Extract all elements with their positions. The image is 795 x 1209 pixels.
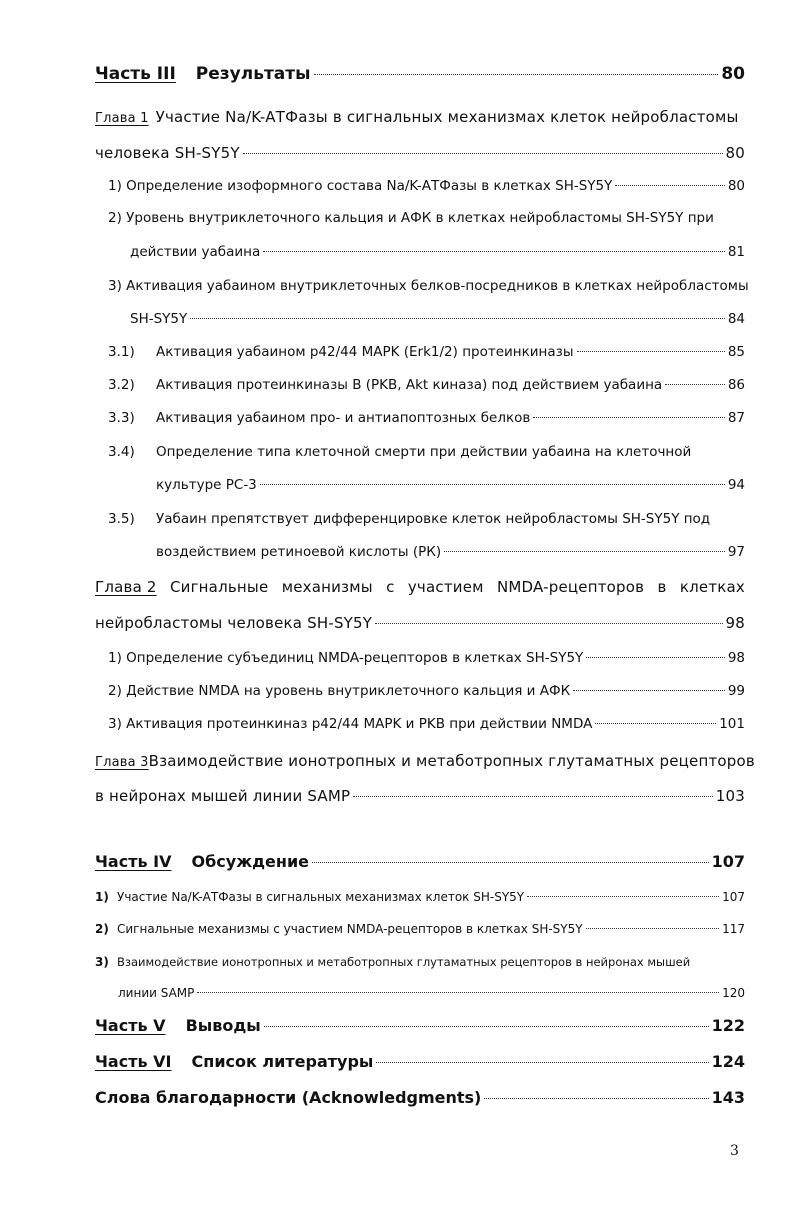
part-6-title: Список литературы (191, 1052, 374, 1071)
subitem-3-5-text2: воздействием ретиноевой кислоты (РК) (156, 544, 442, 560)
toc-ch2-item-1[interactable] (108, 650, 745, 666)
toc-part4-item-2[interactable] (95, 922, 745, 936)
chapter-1-title-line1: Участие Na/K-АТФазы в сигнальных механизмах клеток нейробластомы (155, 108, 739, 126)
toc-ch2-item-3[interactable] (108, 716, 745, 732)
toc-part-3[interactable] (95, 64, 745, 84)
toc-subitem-3-4-line1[interactable] (108, 444, 745, 460)
subitem-3-4-num: 3.4) (108, 444, 135, 460)
toc-subitem-3-4-line2[interactable] (156, 477, 745, 493)
ch1-item-1-text: 1) Определение изоформного состава Na/K-АТФазы в клетках SH-SY5Y (108, 178, 613, 194)
toc-ch1-item-3-line2[interactable] (130, 311, 745, 327)
ch1-item-2-page: 81 (727, 244, 745, 260)
chapter-2-word: в (657, 578, 667, 596)
toc-part-5[interactable] (95, 1016, 745, 1035)
leader-dots (263, 251, 725, 252)
subitem-3-5-text: Уабаин препятствует дифференцировке клеток нейробластомы SH-SY5Y под (156, 511, 711, 527)
leader-dots (264, 1026, 709, 1027)
chapter-2-title-line2: нейробластомы человека SH-SY5Y (95, 614, 373, 632)
part-6-label: Часть VI (95, 1052, 172, 1071)
chapter-1-label: Глава 1 (95, 111, 149, 126)
part-3-label: Часть III (95, 64, 176, 84)
ch1-item-3-text: 3) Активация уабаином внутриклеточных белков-посредников в клетках нейробластомы (108, 278, 749, 294)
subitem-3-1-page: 85 (727, 344, 745, 360)
leader-dots (586, 657, 725, 658)
part-6-page: 124 (711, 1052, 745, 1071)
ch1-item-3-page: 84 (727, 311, 745, 327)
part4-item-2-page: 117 (722, 922, 745, 936)
toc-part-6[interactable] (95, 1052, 745, 1071)
chapter-3-title-line1: Взаимодействие ионотропных и метаботропных глутаматных рецепторов (148, 752, 755, 770)
leader-dots (197, 992, 719, 993)
leader-dots (615, 185, 724, 186)
chapter-2-word: клетках (679, 578, 745, 596)
chapter-3-title-line2: в нейронах мышей линии SAMP (95, 787, 351, 805)
chapter-3-label: Глава 3 (95, 755, 149, 770)
toc-ch1-item-3-line1[interactable] (108, 278, 749, 294)
toc-subitem-3-5-line2[interactable] (156, 544, 745, 560)
part4-item-3-text2: линии SAMP (118, 986, 195, 1000)
part4-item-3-page: 120 (722, 986, 745, 1000)
subitem-3-4-text: Определение типа клеточной смерти при действии уабаина на клеточной (156, 444, 692, 460)
part4-item-3-num: 3) (95, 955, 109, 969)
toc-chapter-2-line1[interactable] (95, 578, 745, 596)
chapter-2-page: 98 (725, 614, 745, 632)
leader-dots (577, 351, 725, 352)
toc-ch1-item-1[interactable] (108, 178, 745, 194)
part4-item-2-num: 2) (95, 922, 109, 936)
leader-dots (260, 484, 725, 485)
ch1-item-3-text2: SH-SY5Y (130, 311, 188, 327)
toc-part4-item-3-line1[interactable] (95, 955, 745, 969)
subitem-3-5-page: 97 (727, 544, 745, 560)
toc-chapter-1-line2[interactable] (95, 144, 745, 162)
part4-item-1-text: Участие Na/K-АТФазы в сигнальных механизмах клеток SH-SY5Y (117, 890, 525, 904)
chapter-1-title-line2: человека SH-SY5Y (95, 144, 240, 162)
leader-dots (314, 74, 719, 75)
toc-chapter-3-line1[interactable] (95, 752, 755, 770)
part-4-title: Обсуждение (191, 852, 310, 871)
leader-dots (243, 153, 723, 154)
leader-dots (573, 690, 725, 691)
ch1-item-1-page: 80 (727, 178, 745, 194)
part-5-title: Выводы (185, 1016, 261, 1035)
part-4-page: 107 (711, 852, 745, 871)
leader-dots (665, 384, 725, 385)
subitem-3-2-num: 3.2) (108, 377, 135, 393)
ch2-item-3-text: 3) Активация протеинкиназ p42/44 MAPK и PKB при действии NMDA (108, 716, 593, 732)
subitem-3-1-num: 3.1) (108, 344, 135, 360)
chapter-2-word: Сигнальные (169, 578, 269, 596)
part4-item-3-text: Взаимодействие ионотропных и метаботропных глутаматных рецепторов в нейронах мышей (117, 955, 691, 969)
subitem-3-3-page: 87 (727, 410, 745, 426)
leader-dots (533, 417, 724, 418)
toc-chapter-2-line2[interactable] (95, 614, 745, 632)
part4-item-1-num: 1) (95, 890, 109, 904)
chapter-2-word: участием (407, 578, 484, 596)
chapter-2-label: Глава 2 (95, 578, 157, 596)
toc-subitem-3-5-line1[interactable] (108, 511, 745, 527)
ch2-item-2-page: 99 (727, 683, 745, 699)
toc-chapter-3-line2[interactable] (95, 787, 745, 805)
part-3-page: 80 (721, 64, 745, 84)
chapter-1-page: 80 (725, 144, 745, 162)
subitem-3-3-text: Активация уабаином про- и антиапоптозных белков (156, 410, 531, 426)
part4-item-2-text: Сигнальные механизмы с участием NMDA-рецепторов в клетках SH-SY5Y (117, 922, 583, 936)
leader-dots (527, 896, 719, 897)
ch1-item-2-text: 2) Уровень внутриклеточного кальция и АФК в клетках нейробластомы SH-SY5Y при (108, 210, 714, 226)
toc-ch2-item-2[interactable] (108, 683, 745, 699)
leader-dots (444, 551, 725, 552)
ch1-item-2-text2: действии уабаина (130, 244, 261, 260)
part-5-label: Часть V (95, 1016, 166, 1035)
subitem-3-1-text: Активация уабаином p42/44 MAPK (Erk1/2) протеинкиназы (156, 344, 574, 360)
subitem-3-4-page: 94 (727, 477, 745, 493)
toc-subitem-3-1[interactable] (108, 344, 745, 360)
chapter-2-word: NMDA-рецепторов (496, 578, 645, 596)
acknowledgments-title: Слова благодарности (Acknowledgments) (95, 1088, 482, 1107)
leader-dots (586, 928, 720, 929)
toc-chapter-1-line1[interactable] (95, 108, 745, 126)
leader-dots (312, 862, 709, 863)
chapter-2-word: механизмы (281, 578, 373, 596)
toc-subitem-3-2[interactable] (108, 377, 745, 393)
subitem-3-4-text2: культуре PC-3 (156, 477, 257, 493)
ch2-item-2-text: 2) Действие NMDA на уровень внутриклеточного кальция и АФК (108, 683, 571, 699)
part4-item-1-page: 107 (722, 890, 745, 904)
chapter-2-word: с (386, 578, 395, 596)
toc-subitem-3-3[interactable] (108, 410, 745, 426)
page-number: 3 (730, 1143, 739, 1159)
subitem-3-2-page: 86 (727, 377, 745, 393)
leader-dots (190, 318, 725, 319)
toc-part4-item-3-line2[interactable] (118, 986, 745, 1000)
leader-dots (595, 723, 716, 724)
subitem-3-3-num: 3.3) (108, 410, 135, 426)
subitem-3-2-text: Активация протеинкиназы B (PKB, Akt киназа) под действием уабаина (156, 377, 663, 393)
part-3-title: Результаты (195, 64, 311, 84)
toc-ch1-item-2-line1[interactable] (108, 210, 745, 226)
acknowledgments-page: 143 (711, 1088, 745, 1107)
toc-part4-item-1[interactable] (95, 890, 745, 904)
toc-part-4[interactable] (95, 852, 745, 871)
ch2-item-1-page: 98 (727, 650, 745, 666)
leader-dots (353, 796, 713, 797)
toc-ch1-item-2-line2[interactable] (130, 244, 745, 260)
ch2-item-1-text: 1) Определение субъединиц NMDA-рецепторов в клетках SH-SY5Y (108, 650, 584, 666)
leader-dots (484, 1098, 708, 1099)
part-4-label: Часть IV (95, 852, 172, 871)
leader-dots (375, 623, 722, 624)
ch2-item-3-page: 101 (719, 716, 745, 732)
toc-acknowledgments[interactable] (95, 1088, 745, 1107)
subitem-3-5-num: 3.5) (108, 511, 135, 527)
leader-dots (376, 1062, 708, 1063)
part-5-page: 122 (711, 1016, 745, 1035)
chapter-3-page: 103 (715, 787, 745, 805)
